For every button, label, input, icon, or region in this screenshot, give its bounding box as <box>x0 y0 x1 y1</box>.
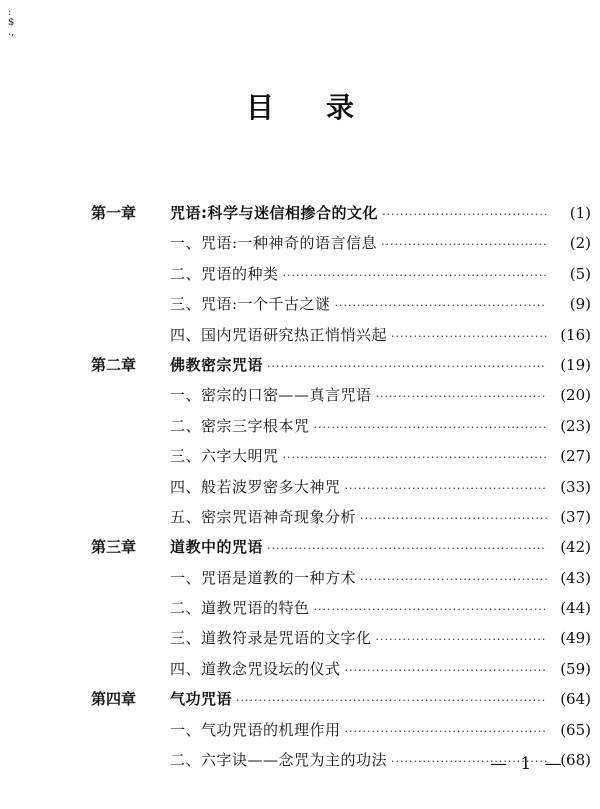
toc-page-number: (9) <box>569 295 591 314</box>
margin-mark: : <box>8 7 12 18</box>
toc-section-row[interactable] <box>91 441 591 471</box>
dot-leader <box>267 534 547 564</box>
dot-leader <box>376 382 547 412</box>
margin-mark: ., <box>8 27 15 38</box>
dot-leader <box>314 595 547 625</box>
margin-mark: $ <box>8 17 15 28</box>
dot-leader <box>345 717 547 747</box>
chapter-label: 第三章 <box>91 538 137 557</box>
dot-leader <box>236 686 547 716</box>
toc-page-number: (44) <box>560 599 591 618</box>
dot-leader <box>335 291 547 321</box>
dot-leader <box>283 443 547 473</box>
dot-leader <box>267 352 547 382</box>
page-title-char: 目 <box>245 91 274 124</box>
toc-section-row[interactable] <box>91 320 591 350</box>
page-number: — 1 — <box>490 754 566 774</box>
chapter-label: 第二章 <box>91 355 137 374</box>
toc-page-number: (65) <box>560 720 591 739</box>
toc-page-number: (37) <box>560 507 591 526</box>
margin-marks <box>8 8 22 38</box>
toc-entry-title: 二、密宗三字根本咒 <box>170 416 310 435</box>
toc-section-row[interactable] <box>91 593 591 623</box>
toc-page-number: (1) <box>569 204 591 222</box>
toc-section-row[interactable] <box>91 715 591 745</box>
toc-entry-title: 二、道教咒语的特色 <box>170 599 310 618</box>
toc-page-number: (43) <box>560 568 591 587</box>
toc-page-number: (64) <box>560 690 591 709</box>
toc-section-row[interactable] <box>91 472 591 502</box>
toc-entry-title: 三、六字大明咒 <box>170 447 279 466</box>
toc-page-number: (19) <box>560 355 591 374</box>
toc-entry-title: 一、气功咒语的机理作用 <box>170 720 341 739</box>
toc-section-row[interactable] <box>91 411 591 441</box>
toc-entry-title: 五、密宗咒语神奇现象分析 <box>170 507 357 526</box>
toc-entry-title: 四、般若波罗密多大神咒 <box>170 477 341 496</box>
toc-chapter-row[interactable] <box>91 198 591 228</box>
dot-leader <box>382 200 547 230</box>
toc-entry-title: 一、咒语是道教的一种方术 <box>170 568 357 587</box>
toc-entry-title: 气功咒语 <box>170 690 233 709</box>
toc-page-number: (42) <box>560 538 591 557</box>
page-title <box>0 86 600 126</box>
toc-page-number: (33) <box>560 477 591 496</box>
toc-page-number: (68) <box>560 751 591 770</box>
toc-entry-title: 四、国内咒语研究热正悄悄兴起 <box>170 325 388 344</box>
toc-chapter-row[interactable] <box>91 350 591 380</box>
toc-page-number: (5) <box>569 264 591 283</box>
toc-section-row[interactable] <box>91 259 591 289</box>
chapter-label: 第四章 <box>91 690 137 709</box>
dot-leader <box>314 413 547 443</box>
dot-leader <box>391 322 547 352</box>
toc-chapter-row[interactable] <box>91 684 591 714</box>
toc-section-row[interactable] <box>91 563 591 593</box>
toc-entry-title: 佛教密宗咒语 <box>170 355 264 374</box>
toc-page-number: (16) <box>560 325 591 344</box>
toc-chapter-row[interactable] <box>91 532 591 562</box>
toc-page-number: (27) <box>560 447 591 466</box>
dot-leader <box>360 504 547 534</box>
toc-entry-title: 道教中的咒语 <box>170 538 264 557</box>
dot-leader <box>381 230 547 260</box>
toc-entry-title: 二、六字诀——念咒为主的功法 <box>170 751 388 770</box>
toc-page-number: (20) <box>560 386 591 405</box>
toc-page-number: (49) <box>560 629 591 648</box>
toc-section-row[interactable] <box>91 654 591 684</box>
toc-entry-title: 咒语:科学与迷信相掺合的文化 <box>170 204 378 222</box>
dot-leader <box>345 656 547 686</box>
toc-page-number: (59) <box>560 659 591 678</box>
toc-entry-title: 二、咒语的种类 <box>170 264 279 283</box>
toc-section-row[interactable] <box>91 623 591 653</box>
toc-entry-title: 一、密宗的口密——真言咒语 <box>170 386 372 405</box>
toc-page-number: (2) <box>569 234 591 253</box>
page-title-char: 录 <box>326 91 355 124</box>
chapter-label: 第一章 <box>91 204 137 222</box>
toc-section-row[interactable] <box>91 380 591 410</box>
table-of-contents <box>91 198 591 775</box>
toc-section-row[interactable] <box>91 502 591 532</box>
toc-section-row[interactable] <box>91 228 591 258</box>
dot-leader <box>283 261 547 291</box>
dot-leader <box>360 565 547 595</box>
toc-entry-title: 三、道教符录是咒语的文字化 <box>170 629 372 648</box>
toc-section-row[interactable] <box>91 289 591 319</box>
toc-entry-title: 四、道教念咒设坛的仪式 <box>170 659 341 678</box>
toc-entry-title: 三、咒语:一个千古之谜 <box>170 295 331 314</box>
dot-leader <box>376 625 547 655</box>
dot-leader <box>345 474 547 504</box>
toc-page-number: (23) <box>560 416 591 435</box>
toc-entry-title: 一、咒语:一种神奇的语言信息 <box>170 234 378 253</box>
